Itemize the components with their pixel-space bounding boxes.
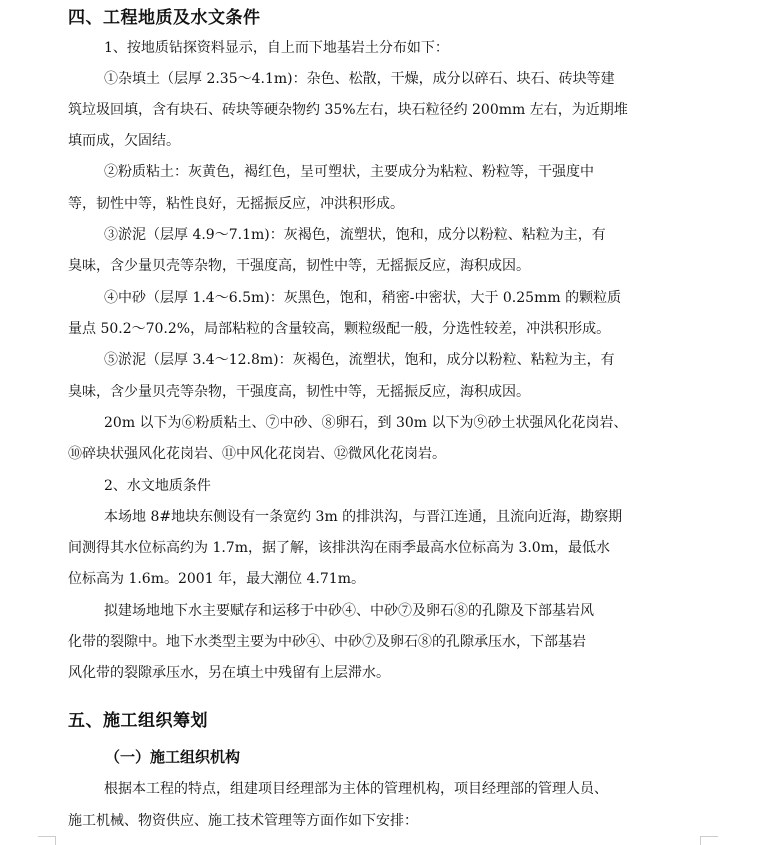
crop-mark-right-vertical bbox=[700, 836, 701, 845]
hydrology-para-2-line-1: 拟建场地地下水主要赋存和运移于中砂④、中砂⑦及卵石⑧的孔隙及下部基岩风 bbox=[104, 603, 594, 619]
layer-3-line-1: ③淤泥（层厚 4.9～7.1m)：灰褐色，流塑状，饱和，成分以粉粒、粘粒为主，有 bbox=[104, 227, 606, 243]
hydrology-subheading: 2、水文地质条件 bbox=[104, 478, 211, 494]
layer-4-line-2: 量点 50.2～70.2%，局部粘粒的含量较高，颗粒级配一般，分选性较差，冲洪积形成。 bbox=[68, 321, 611, 337]
organization-para-line-2: 施工机械、物资供应、施工技术管理等方面作如下安排： bbox=[68, 813, 418, 829]
hydrology-para-1-line-2: 间测得其水位标高约为 1.7m，据了解，该排洪沟在雨季最高水位标高为 3.0m，最低水 bbox=[68, 540, 610, 556]
layer-5-line-2: 臭味，含少量贝壳等杂物，干强度高，韧性中等，无摇振反应，海积成因。 bbox=[68, 384, 530, 400]
hydrology-para-1-line-1: 本场地 8#地块东侧设有一条宽约 3m 的排洪沟，与晋江连通，且流向近海，勘察期 bbox=[104, 509, 623, 525]
section-5-heading: 五、施工组织筹划 bbox=[68, 711, 208, 731]
crop-mark-right-horizontal bbox=[700, 836, 718, 837]
hydrology-para-1-line-3: 位标高为 1.6m。2001 年，最大潮位 4.71m。 bbox=[68, 571, 365, 587]
deep-layers-line-2: ⑩碎块状强风化花岗岩、⑪中风化花岗岩、⑫微风化花岗岩。 bbox=[68, 446, 446, 462]
layer-3-line-2: 臭味，含少量贝壳等杂物，干强度高，韧性中等，无摇振反应，海积成因。 bbox=[68, 258, 530, 274]
crop-mark-left-horizontal bbox=[38, 836, 56, 837]
hydrology-para-2-line-3: 风化带的裂隙承压水，另在填土中残留有上层滞水。 bbox=[68, 665, 390, 681]
layer-5-line-1: ⑤淤泥（层厚 3.4～12.8m)：灰褐色，流塑状，饱和，成分以粉粒、粘粒为主，有 bbox=[104, 352, 615, 368]
deep-layers-line-1: 20m 以下为⑥粉质粘土、⑦中砂、⑧卵石，到 30m 以下为⑨砂土状强风化花岗岩、 bbox=[104, 415, 628, 431]
organization-para-line-1: 根据本工程的特点，组建项目经理部为主体的管理机构，项目经理部的管理人员、 bbox=[104, 781, 608, 797]
organization-subheading: （一）施工组织机构 bbox=[105, 748, 241, 766]
layer-2-line-2: 等，韧性中等，粘性良好，无摇振反应，冲洪积形成。 bbox=[68, 196, 404, 212]
layer-1-line-2: 筑垃圾回填，含有块石、砖块等硬杂物约 35%左右，块石粒径约 200mm 左右，为近期堆 bbox=[68, 102, 628, 118]
hydrology-para-2-line-2: 化带的裂隙中。地下水类型主要为中砂④、中砂⑦及卵石⑧的孔隙承压水，下部基岩 bbox=[68, 634, 586, 650]
section-4-heading: 四、工程地质及水文条件 bbox=[68, 8, 261, 28]
layer-2-line-1: ②粉质粘土：灰黄色，褐红色，呈可塑状，主要成分为粘粒、粉粒等，干强度中 bbox=[104, 164, 594, 180]
crop-mark-left-vertical bbox=[55, 836, 56, 845]
geology-intro: 1、按地质钻探资料显示，自上而下地基岩土分布如下： bbox=[104, 40, 449, 56]
layer-1-line-3: 填而成，欠固结。 bbox=[68, 133, 180, 149]
layer-4-line-1: ④中砂（层厚 1.4～6.5m)：灰黑色，饱和，稍密-中密状，大于 0.25mm 的颗粒质 bbox=[104, 290, 622, 306]
layer-1-line-1: ①杂填土（层厚 2.35～4.1m)：杂色、松散，干燥，成分以碎石、块石、砖块等建 bbox=[104, 71, 615, 87]
